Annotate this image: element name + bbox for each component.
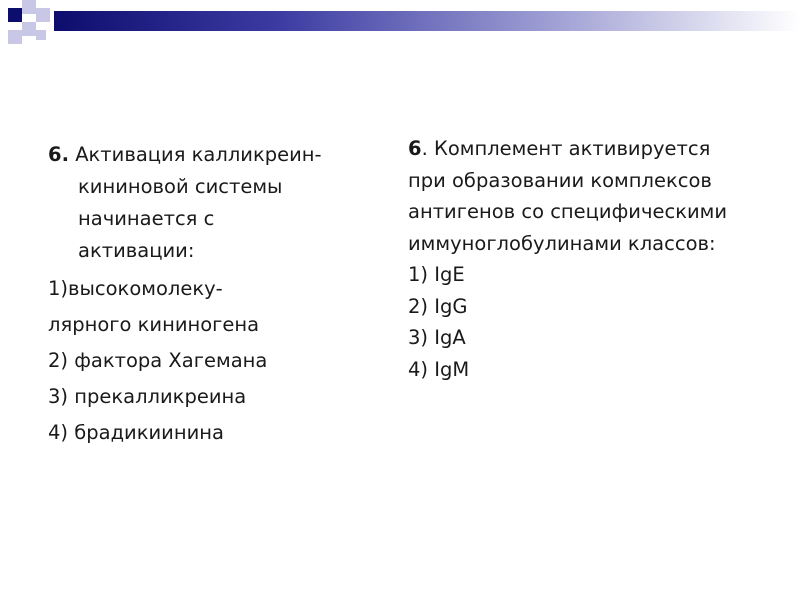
deco-square — [22, 22, 36, 36]
header-gradient-bar — [54, 11, 800, 31]
question-title-line: Активация калликреин- — [75, 143, 322, 166]
deco-square — [36, 30, 46, 40]
question-title-line: . Комплемент активируется — [421, 137, 711, 160]
question-number: 6. — [48, 143, 69, 166]
left-answer-options — [48, 271, 388, 451]
right-question-title — [408, 133, 798, 259]
question-number: 6 — [408, 137, 422, 160]
answer-option: лярного кининогена — [48, 313, 260, 336]
deco-square — [22, 0, 36, 14]
question-title-line: кининовой системы — [78, 175, 283, 198]
right-question-block — [408, 133, 798, 385]
answer-option: 4) брадикиинина — [48, 421, 224, 444]
answer-option: 4) IgM — [408, 357, 470, 381]
answer-option: 2) IgG — [408, 294, 468, 318]
deco-square — [8, 8, 22, 22]
answer-option: 1) IgE — [408, 263, 465, 286]
left-question-block — [48, 139, 388, 451]
answer-option: 2) фактора Хагемана — [48, 349, 268, 372]
question-title-line: начинается с — [78, 207, 215, 230]
header-decoration — [0, 0, 800, 60]
deco-square — [8, 30, 22, 44]
left-question-title — [48, 139, 388, 267]
answer-option: 3) IgA — [408, 326, 466, 349]
question-title-line: иммуноглобулинами классов: — [408, 231, 716, 255]
question-title-line: активации: — [78, 239, 195, 262]
question-title-line: антигенов со специфическими — [408, 200, 728, 223]
question-title-line: при образовании комплексов — [408, 168, 712, 192]
answer-option: 1)высокомолеку- — [48, 277, 223, 300]
right-answer-options — [408, 259, 798, 385]
answer-option: 3) прекалликреина — [48, 385, 247, 408]
deco-square — [36, 8, 50, 22]
